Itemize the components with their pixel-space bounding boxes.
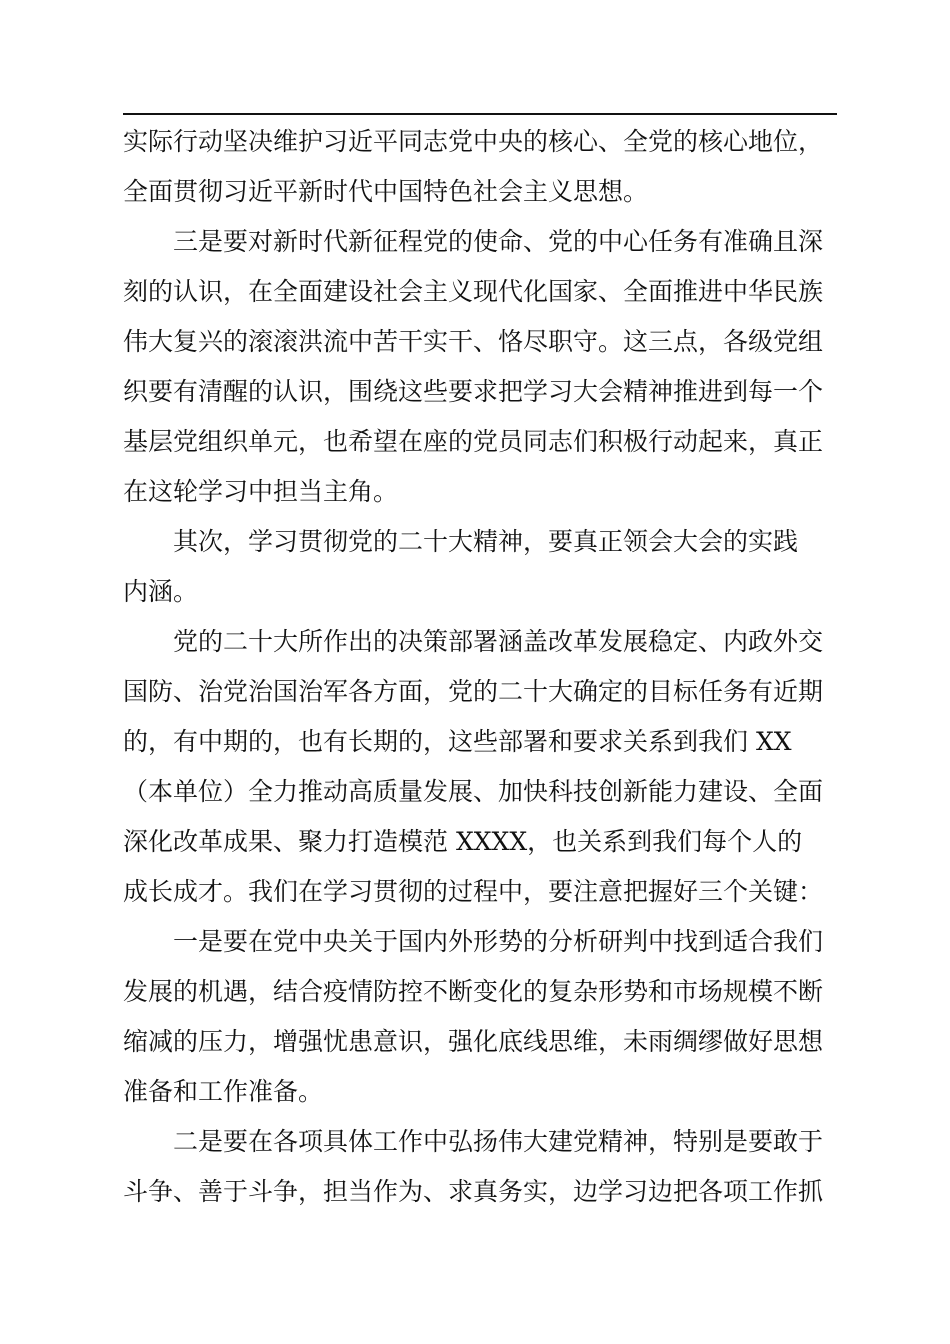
text-line: 全面贯彻习近平新时代中国特色社会主义思想。	[123, 177, 649, 206]
text-line: 的，有中期的，也有长期的，这些部署和要求关系到我们 XX	[123, 727, 792, 756]
paragraph-start-line: 二是要在各项具体工作中弘扬伟大建党精神，特别是要敢于	[173, 1127, 824, 1156]
paragraph-start-line: 其次，学习贯彻党的二十大精神，要真正领会大会的实践	[173, 527, 799, 556]
text-line: 伟大复兴的滚滚洪流中苦干实干、恪尽职守。这三点，各级党组	[123, 327, 824, 356]
text-line: 发展的机遇，结合疫情防控不断变化的复杂形势和市场规模不断	[123, 977, 824, 1006]
text-line: 内涵。	[123, 577, 199, 606]
text-line: 在这轮学习中担当主角。	[123, 477, 399, 506]
text-line: 基层党组织单元，也希望在座的党员同志们积极行动起来，真正	[123, 427, 824, 456]
text-line: （本单位）全力推动高质量发展、加快科技创新能力建设、全面	[123, 777, 824, 806]
header-rule	[123, 113, 837, 115]
text-line: 实际行动坚决维护习近平同志党中央的核心、全党的核心地位，	[123, 127, 824, 156]
text-line: 准备和工作准备。	[123, 1077, 324, 1106]
paragraph-start-line: 一是要在党中央关于国内外形势的分析研判中找到适合我们	[173, 927, 824, 956]
paragraph-start-line: 三是要对新时代新征程党的使命、党的中心任务有准确且深	[173, 227, 824, 256]
text-line: 深化改革成果、聚力打造模范 XXXX，也关系到我们每个人的	[123, 827, 803, 856]
text-line: 成长成才。我们在学习贯彻的过程中，要注意把握好三个关键：	[123, 877, 824, 906]
paragraph-start-line: 党的二十大所作出的决策部署涵盖改革发展稳定、内政外交	[173, 627, 824, 656]
document-body	[123, 117, 837, 1217]
text-line: 缩减的压力，增强忧患意识，强化底线思维，未雨绸缪做好思想	[123, 1027, 824, 1056]
text-line: 国防、治党治国治军各方面，党的二十大确定的目标任务有近期	[123, 677, 824, 706]
text-line: 刻的认识，在全面建设社会主义现代化国家、全面推进中华民族	[123, 277, 824, 306]
text-line: 织要有清醒的认识，围绕这些要求把学习大会精神推进到每一个	[123, 377, 824, 406]
text-line: 斗争、善于斗争，担当作为、求真务实，边学习边把各项工作抓	[123, 1177, 824, 1206]
